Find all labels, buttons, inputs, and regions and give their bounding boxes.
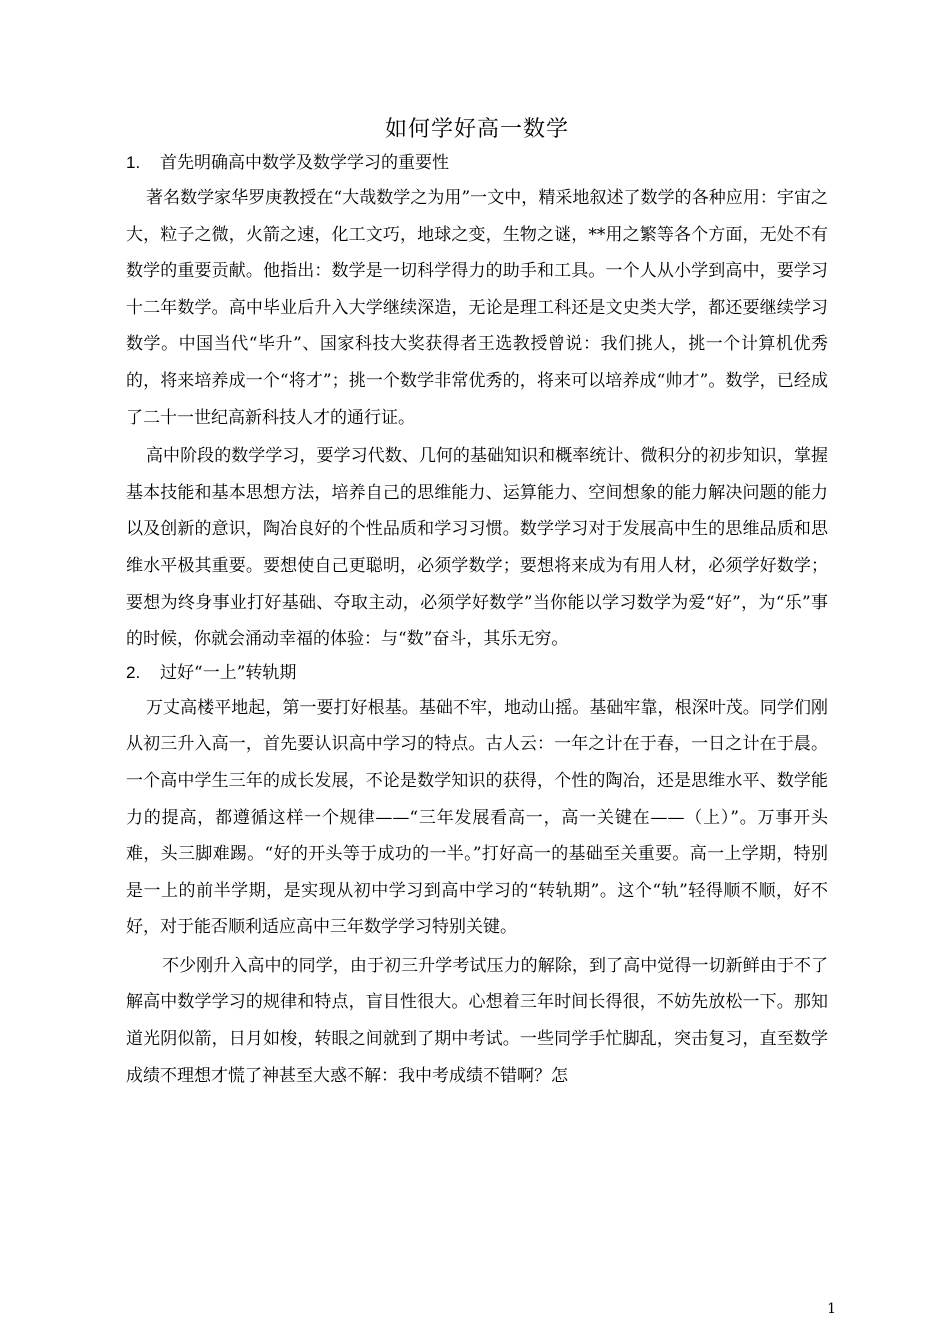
- section-heading-text: 过好“一上”转轨期: [160, 662, 297, 683]
- section-number: 1.: [126, 153, 141, 172]
- paragraph: 不少刚升入高中的同学，由于初三升学考试压力的解除，到了高中觉得一切新鲜由于不了解高中数学学习的规律和特点，盲目性很大。心想着三年时间长得很，不妨先放松一下。那知道光阴似箭，日月如梭，转眼之间就到了期中考试。一些同学手忙脚乱，突击复习，直至数学成绩不理想才慌了神甚至大惑不解：我中考成绩不错啊？怎: [126, 955, 828, 1086]
- page-title: 如何学好高一数学: [384, 117, 569, 142]
- paragraph: 万丈高楼平地起，第一要打好根基。基础不牢，地动山摇。基础牢靠，根深叶茂。同学们刚从初三升入高一，首先要认识高中学习的特点。古人云：一年之计在于春，一日之计在于晨。一个高中学生三年的成长发展，不论是数学知识的获得，个性的陶冶，还是思维水平、数学能力的提高，都遵循这样一个规律——“三年发展看高一，高一关键在——（上）”。万事开头难，头三脚难踢。“好的开头等于成功的一半。”打好高一的基础至关重要。高一上学期，特别是一上的前半学期，是实现从初中学习到高中学习的“转轨期”。这个“轨”轻得顺不顺，好不好，对于能否顺利适应高中三年数学学习特别关键。: [126, 697, 828, 938]
- section-heading-1: [126, 148, 828, 178]
- document-body: [126, 112, 828, 1094]
- paragraph: 著名数学家华罗庚教授在“大哉数学之为用”一文中，精采地叙述了数学的各种应用：宇宙之大，粒子之微，火箭之速，化工文巧，地球之变，生物之谜，**用之繁等各个方面，无处不有数学的重要贡献。他指出：数学是一切科学得力的助手和工具。一个人从小学到高中，要学习十二年数学。高中毕业后升入大学继续深造，无论是理工科还是文史类大学，都还要继续学习数学。中国当代“毕升”、国家科技大奖获得者王选教授曾说：我们挑人，挑一个计算机优秀的，将来培养成一个“将才”；挑一个数学非常优秀的，将来可以培养成“帅才”。数学，已经成了二十一世纪高新科技人才的通行证。: [126, 188, 828, 428]
- section-number: 2.: [126, 662, 141, 682]
- page-number: 1: [827, 1301, 836, 1317]
- section-heading-text: 首先明确高中数学及数学学习的重要性: [160, 153, 449, 173]
- paragraph: 高中阶段的数学学习，要学习代数、几何的基础知识和概率统计、微积分的初步知识，掌握基本技能和基本思想方法，培养自己的思维能力、运算能力、空间想象的能力解决问题的能力以及创新的意识，陶冶良好的个性品质和学习习惯。数学学习对于发展高中生的思维品质和思维水平极其重要。要想使自己更聪明，必须学数学；要想将来成为有用人材，必须学好数学；要想为终身事业打好基础、夺取主动，必须学好数学”当你能以学习数学为爱“好”，为“乐”事的时候，你就会涌动幸福的体验：与“数”奋斗，其乐无穷。: [126, 446, 828, 650]
- section-heading-2: [126, 658, 828, 688]
